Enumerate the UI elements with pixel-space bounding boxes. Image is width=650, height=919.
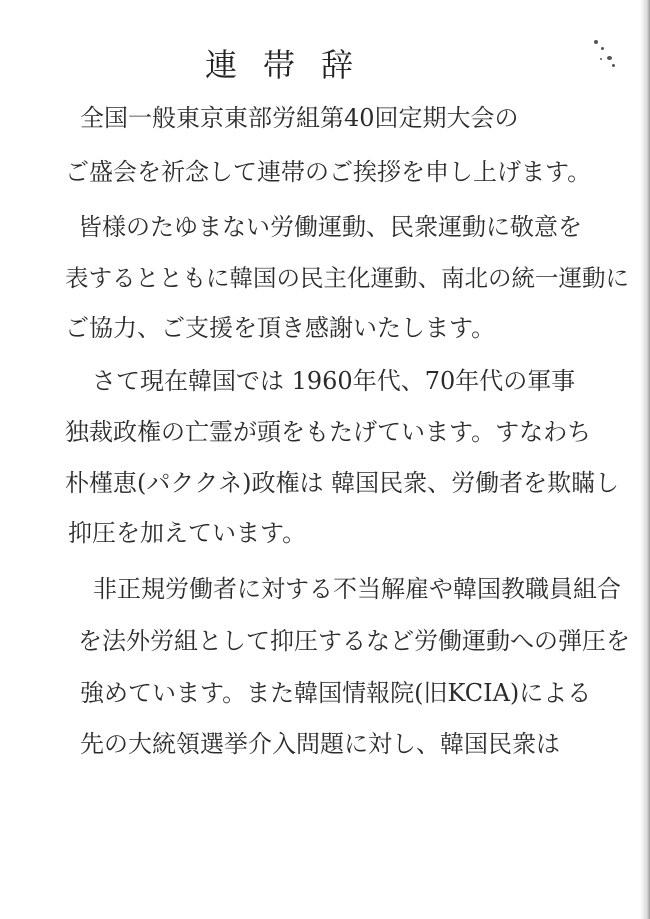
- body-line: 全国一般東京東部労組第40回定期大会の: [80, 104, 519, 132]
- body-line: 皆様のたゆまない労働運動、民衆運動に敬意を: [78, 213, 582, 241]
- body-line: 表するとともに韓国の民主化運動、南北の統一運動に: [65, 264, 629, 292]
- scan-speck: [600, 58, 602, 60]
- body-line: を法外労組として抑圧するなど労働運動への弾圧を: [78, 627, 630, 655]
- body-line: さて現在韓国では 1960年代、70年代の軍事: [92, 367, 576, 395]
- body-line: 強めています。また韓国情報院(旧KCIA)による: [80, 679, 592, 707]
- scan-speck: [601, 47, 604, 50]
- body-line: 朴槿恵(パククネ)政権は 韓国民衆、労働者を欺瞞し: [65, 469, 620, 497]
- scan-speck: [607, 56, 612, 60]
- scan-speck: [612, 64, 615, 67]
- body-line: ご盛会を祈念して連帯のご挨拶を申し上げます。: [65, 158, 592, 186]
- body-line: ご協力、ご支援を頂き感謝いたします。: [65, 314, 496, 342]
- page-title: 連帯辞: [205, 46, 380, 84]
- body-line: 非正規労働者に対する不当解雇や韓国教職員組合: [93, 575, 621, 603]
- scan-edge-shadow: [640, 0, 650, 919]
- body-line: 先の大統領選挙介入問題に対し、韓国民衆は: [80, 730, 560, 758]
- scan-speck: [594, 40, 598, 44]
- body-line: 抑圧を加えています。: [68, 519, 307, 547]
- body-line: 独裁政権の亡霊が頭をもたげています。すなわち: [65, 418, 592, 446]
